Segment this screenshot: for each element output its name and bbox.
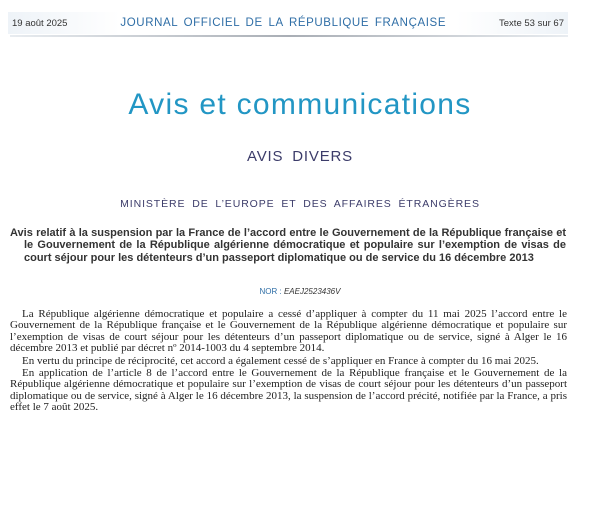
text-counter: Texte 53 sur 67 (499, 17, 564, 29)
nor-reference (0, 287, 600, 296)
journal-title: JOURNAL OFFICIEL DE LA RÉPUBLIQUE FRANÇAISE (120, 17, 447, 29)
subsection-title: AVIS DIVERS (247, 148, 353, 165)
nor-value: EAEJ2523436V (283, 287, 341, 296)
ministry-name: MINISTÈRE DE L’EUROPE ET DES AFFAIRES ÉTRANGÈRES (120, 198, 480, 210)
publication-date: 19 août 2025 (12, 17, 68, 29)
notice-body (10, 309, 567, 415)
paragraph: En vertu du principe de réciprocité, cet accord a également cessé de s’appliquer en France à compter du 16 mai 2025. (22, 354, 539, 367)
paragraph: La République algérienne démocratique et populaire a cessé d’appliquer à compter du 11 mai 2025 l’accord entre le Gouvernement de la République française et le Gouvernement de la République algérienne démocratique et populaire sur l’exemption de visas de court séjour pour les détenteurs d’un passeport diplomatique ou de service, signé à Alger le 16 décembre 2013 et publié par décret nº 2014-1003 du 4 septembre 2014. (10, 308, 567, 355)
nor-label: NOR : (259, 287, 284, 296)
header-divider (10, 35, 568, 37)
section-title: Avis et communications (128, 88, 472, 121)
paragraph: En application de l’article 8 de l’accord entre le Gouvernement de la République française et le Gouvernement de la République algérienne démocratique et populaire sur l’exemption de visas de court séjour pour les détenteurs d’un passeport diplomatique ou de service, signé à Alger le 16 décembre 2013, la suspension de l’accord précité, notifiée par la France, a pris effet le 7 août 2025. (10, 367, 567, 414)
notice-title: Avis relatif à la suspension par la France de l’accord entre le Gouvernement de la République française et le Gouvernement de la République algérienne démocratique et populaire sur l’exemption de visas de court séjour pour les détenteurs d’un passeport diplomatique ou de service du 16 décembre 2013 (10, 227, 566, 264)
page-header (8, 12, 568, 34)
